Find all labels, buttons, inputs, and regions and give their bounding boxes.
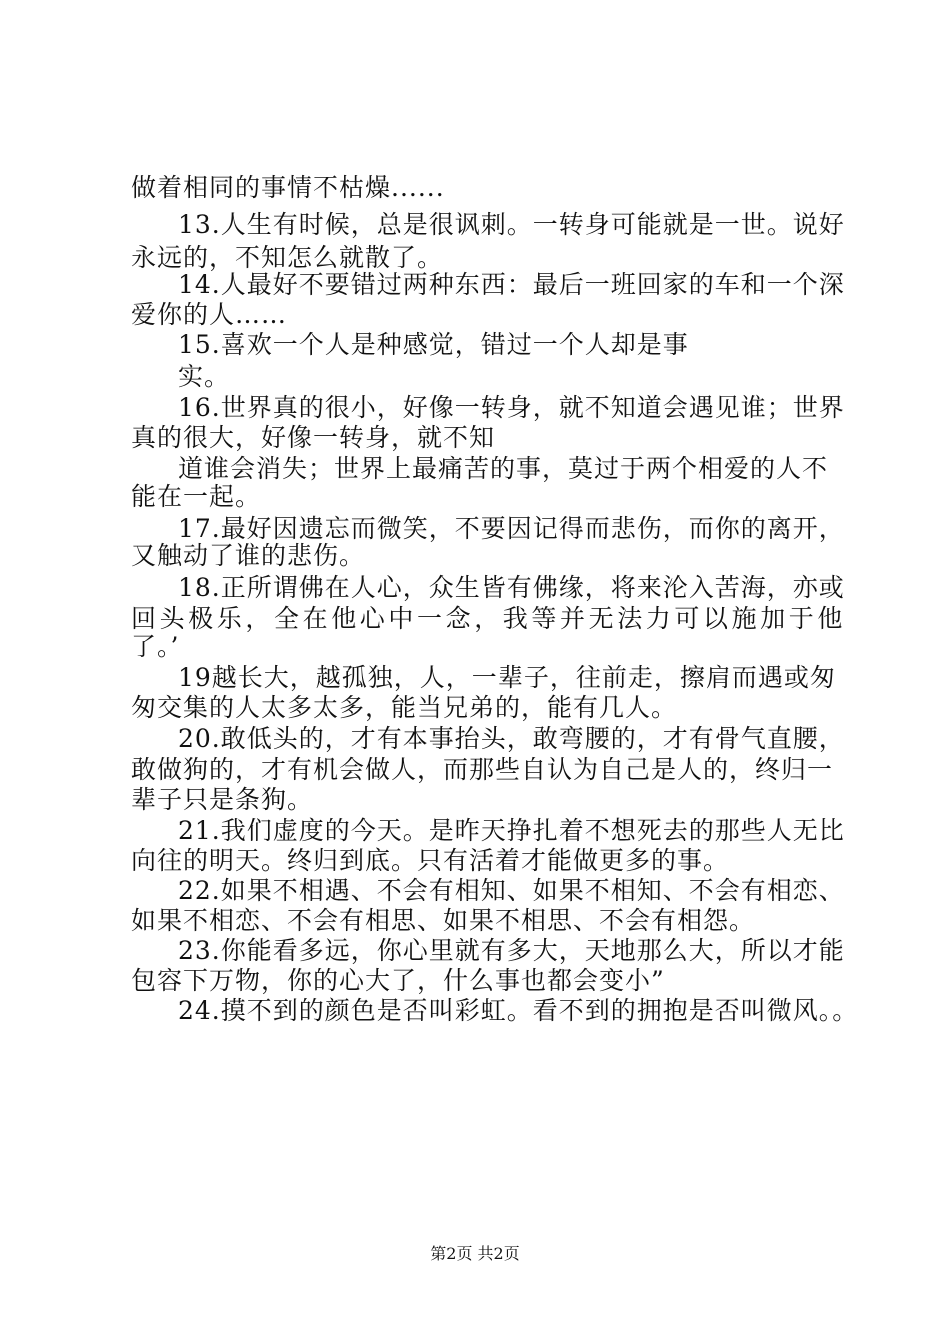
text-line: 13.人生有时候，总是很讽刺。一转身可能就是一世。说好 <box>178 210 845 239</box>
text-line: 16.世界真的很小，好像一转身，就不知道会遇见谁；世界 <box>178 393 845 422</box>
text-line: 23.你能看多远，你心里就有多大，天地那么大，所以才能 <box>178 936 845 965</box>
text-line: 辈子只是条狗。 <box>131 785 314 814</box>
text-line: 回头极乐，全在他心中一念，我等并无法力可以施加于他 <box>131 604 847 633</box>
text-line: 包容下万物，你的心大了，什么事也都会变小” <box>131 966 665 995</box>
text-line: 又触动了谁的悲伤。 <box>131 541 366 570</box>
text-line: 永远的，不知怎么就散了。 <box>131 243 444 272</box>
text-line: 18.正所谓佛在人心，众生皆有佛缘，将来沦入苦海，亦或 <box>178 573 845 602</box>
text-line: 道谁会消失；世界上最痛苦的事，莫过于两个相爱的人不 <box>178 454 829 483</box>
text-line: 21.我们虚度的今天。是昨天挣扎着不想死去的那些人无比 <box>178 816 845 845</box>
text-line: 敢做狗的，才有机会做人，而那些自认为自己是人的，终归一 <box>131 755 834 784</box>
text-line: 20.敢低头的，才有本事抬头，敢弯腰的，才有骨气直腰， <box>178 724 845 753</box>
page-number-footer: 第2页 共2页 <box>430 1244 520 1263</box>
text-line: 19越长大，越孤独，人，一辈子，往前走，擦肩而遇或匆 <box>178 663 836 692</box>
text-line: 24.摸不到的颜色是否叫彩虹。看不到的拥抱是否叫微风。。 <box>178 996 859 1025</box>
text-line: 14.人最好不要错过两种东西：最后一班回家的车和一个深 <box>178 270 845 299</box>
text-line: 了。’ <box>131 632 180 661</box>
text-line: 17.最好因遗忘而微笑，不要因记得而悲伤，而你的离开， <box>178 514 845 543</box>
text-line: 15.喜欢一个人是种感觉，错过一个人却是事 <box>178 330 689 359</box>
text-line: 实。 <box>178 362 231 391</box>
text-line: 做着相同的事情不枯燥...... <box>131 173 445 202</box>
text-line: 真的很大，好像一转身，就不知 <box>131 423 496 452</box>
text-line: 匆交集的人太多太多，能当兄弟的，能有几人。 <box>131 693 678 722</box>
text-line: 如果不相恋、不会有相思、如果不相思、不会有相怨。 <box>131 906 756 935</box>
text-line: 能在一起。 <box>131 482 262 511</box>
text-line: 向往的明天。终归到底。只有活着才能做更多的事。 <box>131 846 730 875</box>
text-line: 22.如果不相遇、不会有相知、如果不相知、不会有相恋、 <box>178 876 845 905</box>
text-line: 爱你的人…… <box>131 300 288 329</box>
